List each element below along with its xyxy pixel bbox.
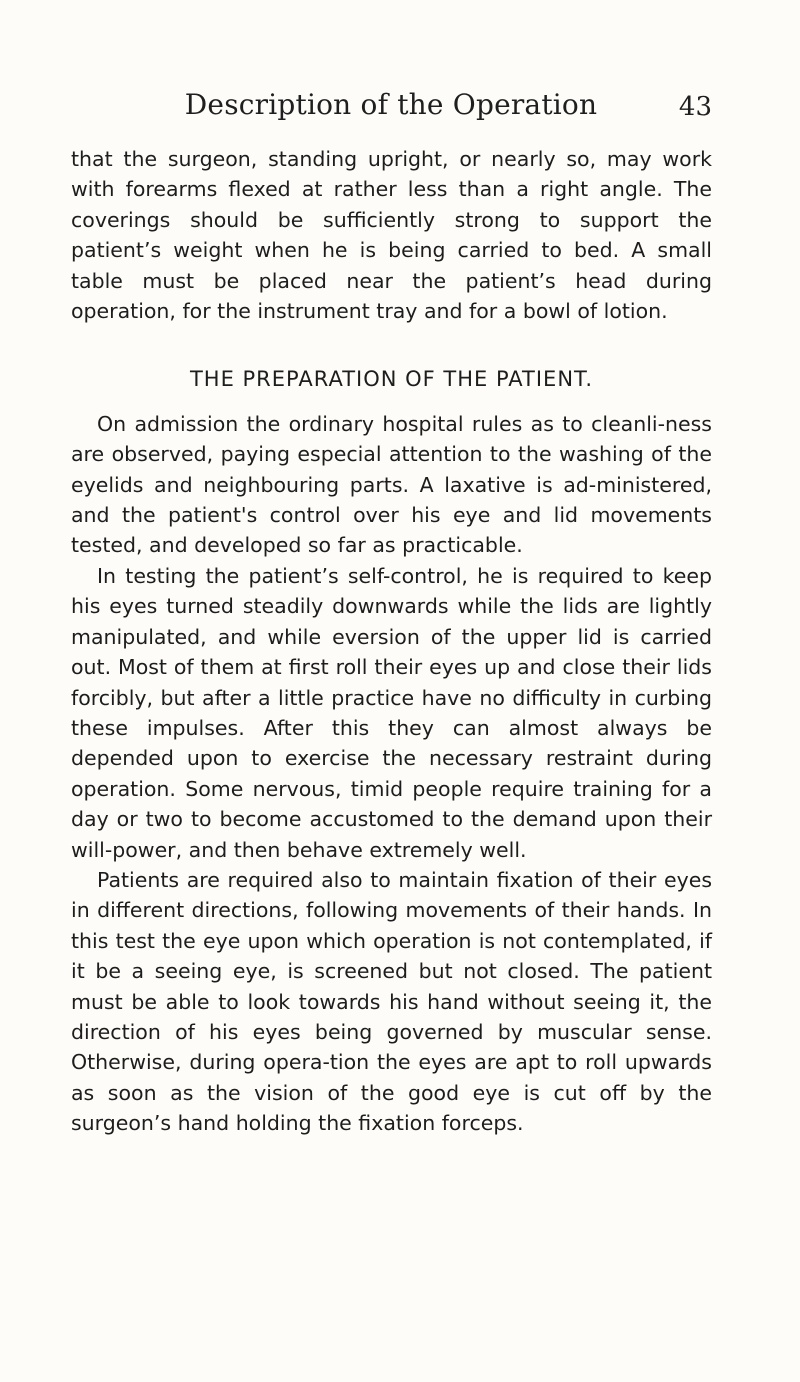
paragraph-admission: On admission the ordinary hospital rules as to cleanli-ness are observed, paying especial attention to the washing of the eyelids and neighbouring parts. A laxative is ad-ministered, and the patient's control over his eye and lid movements tested, and developed so far as practicable. [71, 411, 712, 558]
paragraph-self-control: In testing the patient’s self-control, he is required to keep his eyes turned steadily downwards while the lids are lightly manipulated, and while eversion of the upper lid is carried out. Most of them at first roll their eyes up and close their lids forcibly, but after a little practice have no difficulty in curbing these impulses. After this they can almost always be depended upon to exercise the necessary restraint during operation. Some nervous, timid people require training for a day or two to become accustomed to the demand upon their will-power, and then behave extremely well. [71, 563, 712, 862]
running-head [70, 88, 712, 132]
section-heading: THE PREPARATION OF THE PATIENT. [189, 367, 594, 392]
paragraph-fixation: Patients are required also to maintain fixation of their eyes in different directions, following movements of their hands. In this test the eye upon which operation is not contemplated, if it be a seeing eye, is screened but not closed. The patient must be able to look towards his hand without seeing it, the direction of his eyes being governed by muscular sense. Otherwise, during opera-tion the eyes are apt to roll upwards as soon as the vision of the good eye is cut off by the surgeon’s hand holding the fixation forceps. [71, 867, 712, 1136]
page-number: 43 [678, 92, 712, 122]
body-text [71, 144, 712, 1139]
paragraph-continued: that the surgeon, standing upright, or nearly so, may work with forearms flexed at rather less than a right angle. The coverings should be sufficiently strong to support the patient’s weight when he is being carried to bed. A small table must be placed near the patient’s head during operation, for the instrument tray and for a bowl of lotion. [71, 147, 712, 324]
running-title: Description of the Operation [184, 88, 598, 121]
